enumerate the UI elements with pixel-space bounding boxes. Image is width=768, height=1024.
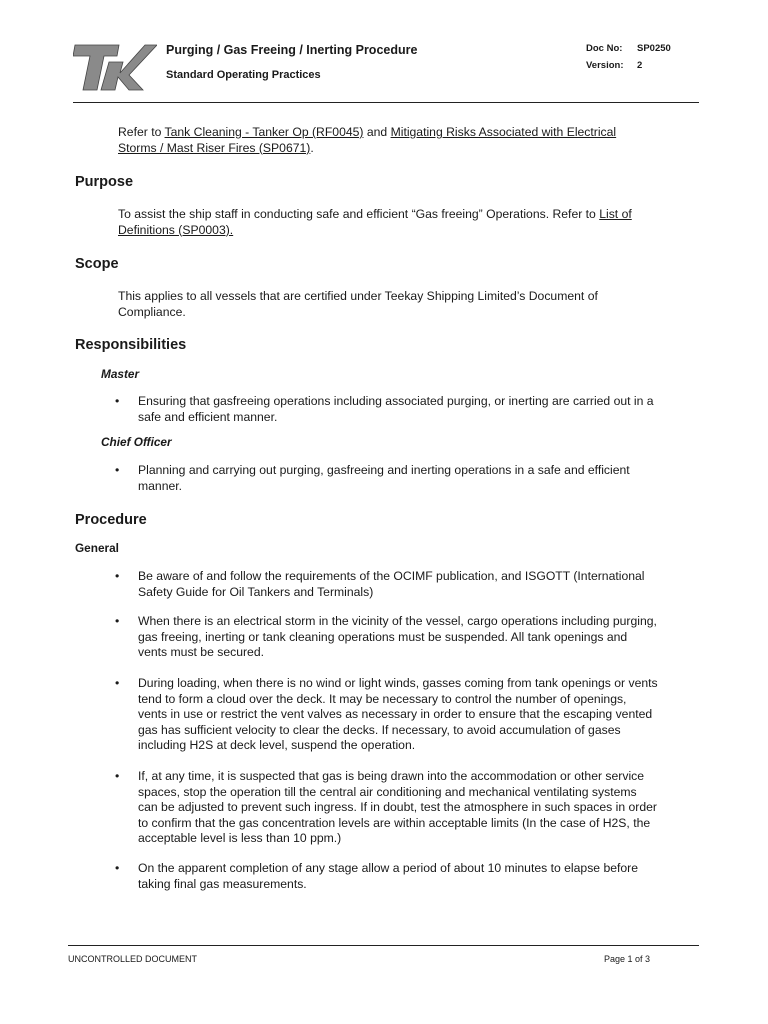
- procedure-heading: Procedure: [75, 512, 147, 528]
- bullet-line: vents in use or restrict the vent valves as necessary in order to ensure that the escaping vented: [138, 707, 653, 721]
- purpose-text: To assist the ship staff in conducting safe and efficient “Gas freeing” Operations. Refer to: [118, 207, 600, 221]
- version-label: Version:: [586, 60, 624, 71]
- bullet-line: can be adjusted to prevent such ingress. If in doubt, test the atmosphere in such spaces in order: [138, 800, 657, 814]
- link-definitions-part1[interactable]: List of: [599, 207, 632, 221]
- bullet-text: [138, 769, 698, 847]
- bullet-line: Ensuring that gasfreeing operations including associated purging, or inerting are carried out in a: [138, 394, 654, 408]
- doc-no-value: SP0250: [637, 43, 671, 54]
- scope-line-2: Compliance.: [118, 304, 186, 319]
- tk-logo: [73, 42, 157, 92]
- responsibilities-heading: Responsibilities: [75, 337, 187, 353]
- link-tank-cleaning[interactable]: Tank Cleaning - Tanker Op (RF0045): [164, 125, 364, 139]
- document-subtitle: Standard Operating Practices: [166, 69, 321, 81]
- footer-rule: [68, 945, 699, 946]
- purpose-paragraph: [118, 207, 708, 238]
- link-definitions-part2[interactable]: Definitions (SP0003).: [118, 222, 234, 237]
- bullet-line: Safety Guide for Oil Tankers and Terminals): [138, 584, 374, 599]
- page-number: Page 1 of 3: [604, 954, 651, 964]
- bullet-line: gas freeing, inerting or tank cleaning operations must be suspended. All tank openings and: [138, 629, 628, 644]
- bullet-line: If, at any time, it is suspected that gas is being drawn into the accommodation or other service: [138, 769, 645, 783]
- intro-suffix: .: [310, 140, 314, 155]
- intro-prefix: Refer to: [118, 125, 165, 139]
- document-title: Purging / Gas Freeing / Inerting Procedure: [166, 43, 418, 57]
- doc-no-label: Doc No:: [586, 43, 623, 54]
- scope-line-1: This applies to all vessels that are certified under Teekay Shipping Limited’s Document of: [118, 289, 598, 303]
- bullet-line: to confirm that the gas concentration levels are within acceptable limits (In the case of H2S, the: [138, 815, 651, 830]
- bullet-line: Be aware of and follow the requirements of the OCIMF publication, and ISGOTT (International: [138, 569, 645, 583]
- bullet-line: During loading, when there is no wind or light winds, gasses coming from tank openings or vents: [138, 676, 658, 690]
- bullet-icon: •: [115, 769, 120, 783]
- bullet-text: [138, 569, 698, 600]
- bullet-line: taking final gas measurements.: [138, 876, 307, 891]
- purpose-heading: Purpose: [75, 174, 134, 190]
- intro-middle: and: [363, 125, 391, 139]
- scope-paragraph: [118, 289, 708, 320]
- link-mitigating-risks-part2[interactable]: Storms / Mast Riser Fires (SP0671): [118, 140, 311, 155]
- bullet-line: spaces, stop the operation till the central air conditioning and mechanical ventilating systems: [138, 784, 637, 799]
- bullet-text: [138, 394, 698, 425]
- bullet-line: including H2S at deck level, suspend the operation.: [138, 738, 416, 752]
- bullet-text: [138, 861, 698, 892]
- footer-uncontrolled: UNCONTROLLED DOCUMENT: [68, 954, 198, 964]
- bullet-icon: •: [115, 569, 120, 583]
- intro-paragraph: [118, 125, 708, 156]
- bullet-line: tend to form a cloud over the deck. It may be necessary to control the number of openings,: [138, 691, 627, 706]
- bullet-icon: •: [115, 861, 120, 875]
- role-master: Master: [101, 367, 140, 381]
- bullet-line: vents must be secured.: [138, 645, 264, 659]
- bullet-icon: •: [115, 676, 120, 690]
- bullet-line: gas has sufficient velocity to clear the decks. If necessary, to avoid accumulation of gases: [138, 722, 621, 737]
- role-chief-officer: Chief Officer: [101, 435, 172, 449]
- bullet-line: Planning and carrying out purging, gasfreeing and inerting operations in a safe and efficient: [138, 463, 630, 477]
- version-value: 2: [637, 60, 643, 71]
- bullet-line: safe and efficient manner.: [138, 409, 278, 424]
- general-subheading: General: [75, 541, 119, 555]
- bullet-text: [138, 463, 698, 494]
- link-mitigating-risks-part1[interactable]: Mitigating Risks Associated with Electrical: [390, 125, 617, 139]
- bullet-line: acceptable level is less than 10 ppm.): [138, 831, 342, 845]
- bullet-line: On the apparent completion of any stage allow a period of about 10 minutes to elapse before: [138, 861, 639, 875]
- bullet-text: [138, 676, 698, 754]
- bullet-icon: •: [115, 463, 120, 477]
- bullet-line: manner.: [138, 478, 183, 493]
- header-rule: [73, 102, 699, 103]
- bullet-line: When there is an electrical storm in the vicinity of the vessel, cargo operations including purging,: [138, 614, 657, 628]
- bullet-icon: •: [115, 614, 120, 628]
- bullet-icon: •: [115, 394, 120, 408]
- bullet-text: [138, 614, 698, 661]
- scope-heading: Scope: [75, 256, 119, 272]
